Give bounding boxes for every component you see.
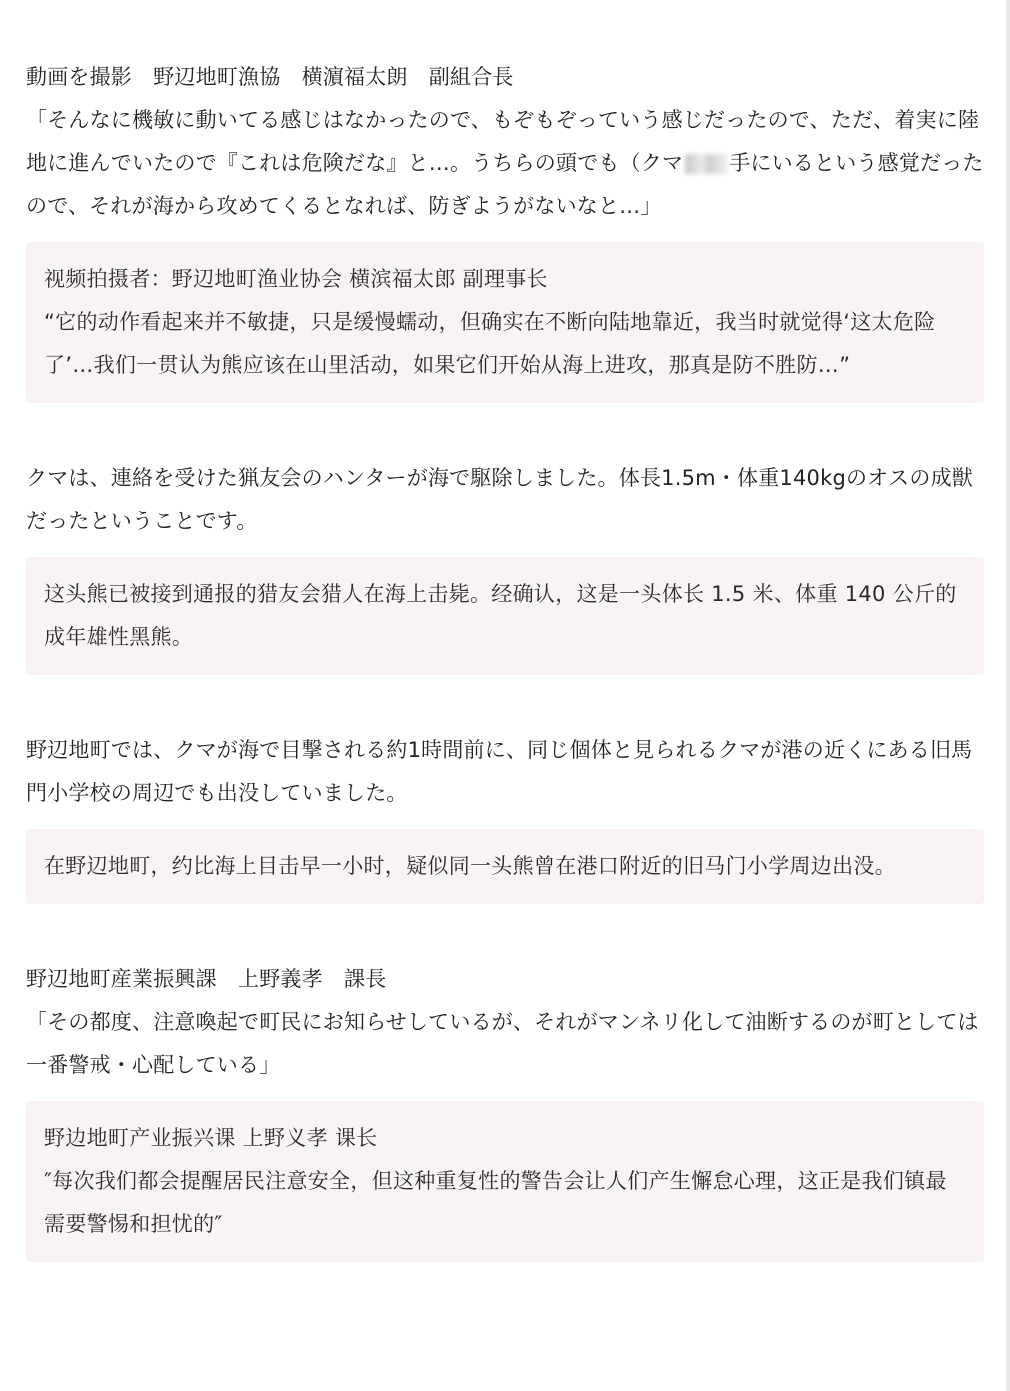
- chinese-translation-box: [26, 1101, 984, 1262]
- quote-text: [26, 99, 984, 228]
- translated-quote-text: “它的动作看起来并不敏捷，只是缓慢蠕动，但确实在不断向陆地靠近，我当时就觉得‘这太危险了’…我们一贯认为熊应该在山里活动，如果它们开始从海上进攻，那真是防不胜防…”: [44, 310, 936, 377]
- article-body: [26, 56, 984, 1262]
- scrollbar-track[interactable]: [1006, 0, 1010, 1391]
- speaker-line: 野辺地町産業振興課 上野義孝 課長: [26, 967, 387, 991]
- quote-text: 「その都度、注意喚起で町民にお知らせしているが、それがマンネリ化して油断するのが町としては一番警戒・心配している」: [26, 1010, 979, 1077]
- quote-section-town-official: [26, 958, 984, 1262]
- translated-paragraph-text: 这头熊已被接到通报的猎友会猎人在海上击毙。经确认，这是一头体长 1.5 米、体重 140 公斤的成年雄性黑熊。: [44, 582, 957, 649]
- translated-speaker-line: 视频拍摄者：野辺地町渔业协会 横滨福太郎 副理事长: [44, 267, 548, 291]
- japanese-paragraph: [26, 56, 984, 228]
- japanese-paragraph: [26, 729, 984, 815]
- chinese-translation-box: [26, 557, 984, 675]
- translated-speaker-line: 野边地町产业振兴课 上野义孝 课长: [44, 1126, 378, 1150]
- paragraph-section-bear-removed: [26, 457, 984, 675]
- quote-section-fisheries: [26, 56, 984, 403]
- blurred-redaction: [685, 154, 727, 174]
- paragraph-text: 野辺地町では、クマが海で目撃される約1時間前に、同じ個体と見られるクマが港の近くにある旧馬門小学校の周辺でも出没していました。: [26, 738, 973, 805]
- paragraph-text: クマは、連絡を受けた猟友会のハンターが海で駆除しました。体長1.5m・体重140kgのオスの成獣だったということです。: [26, 466, 973, 533]
- chinese-translation-box: [26, 242, 984, 403]
- translated-paragraph-text: 在野辺地町，约比海上目击早一小时，疑似同一头熊曾在港口附近的旧马门小学周边出没。: [44, 854, 896, 878]
- speaker-line: 動画を撮影 野辺地町漁協 横濵福太朗 副組合長: [26, 65, 514, 89]
- quote-text-part-1: 「そんなに機敏に動いてる感じはなかったので、もぞもぞっていう感じだったので、ただ、着実に陸地に進んでいたので『これは危険だな』と…。うちらの頭でも（クマ: [26, 108, 980, 175]
- paragraph-section-school-sighting: [26, 729, 984, 904]
- translated-quote-text: ″每次我们都会提醒居民注意安全，但这种重复性的警告会让人们产生懈怠心理，这正是我们镇最需要警惕和担忧的″: [44, 1169, 947, 1236]
- japanese-paragraph: [26, 457, 984, 543]
- quote-text-part-2: 手にいるという感覚だったので、それが海から攻めてくるとなれば、防ぎようがないなと…」: [26, 151, 984, 218]
- japanese-paragraph: [26, 958, 984, 1087]
- chinese-translation-box: [26, 829, 984, 904]
